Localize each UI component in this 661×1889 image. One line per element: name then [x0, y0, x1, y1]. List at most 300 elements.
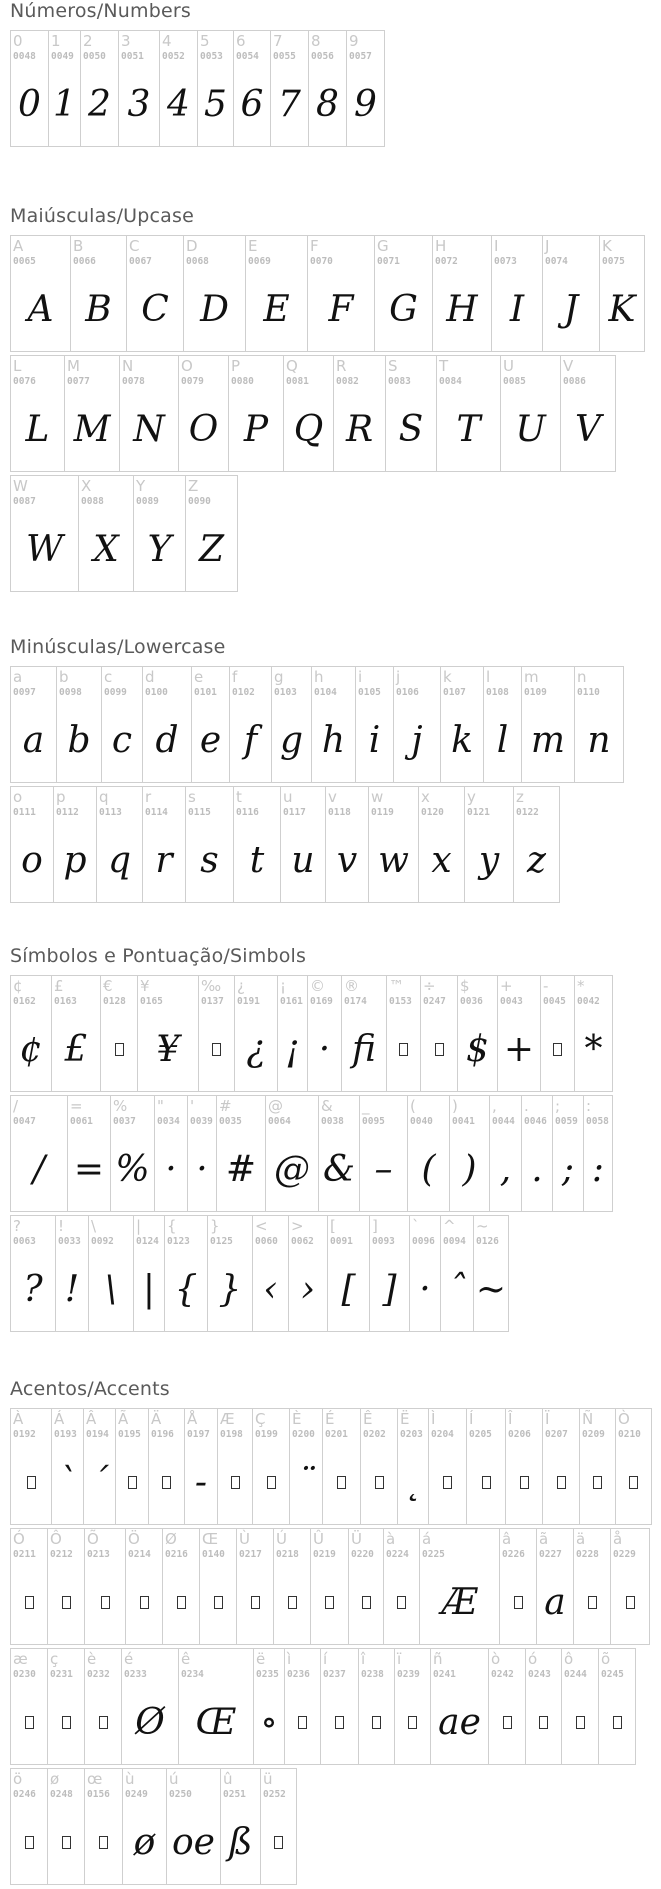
char-code: 0226 — [502, 1549, 525, 1560]
glyph-preview: · — [318, 1029, 331, 1070]
glyph-cell — [11, 1649, 48, 1765]
char-code: 0137 — [201, 996, 224, 1007]
glyph-cell — [501, 356, 561, 472]
char-code: 0231 — [50, 1669, 73, 1680]
char-code: 0218 — [276, 1549, 299, 1560]
glyph-preview: ø — [133, 1822, 156, 1863]
char-code: 0235 — [256, 1669, 279, 1680]
char-code: 0052 — [162, 51, 185, 62]
glyph-preview: £ — [64, 1029, 88, 1070]
glyph-cell — [237, 1529, 274, 1645]
char-code: 0217 — [239, 1549, 262, 1560]
missing-glyph-icon — [362, 1596, 371, 1609]
glyph-cell — [441, 1216, 474, 1332]
glyph-preview: K — [608, 289, 636, 330]
glyph-cell — [48, 1649, 85, 1765]
char-label: û — [223, 1770, 233, 1788]
glyph-preview: I — [509, 289, 525, 330]
char-label: t — [236, 788, 242, 806]
char-label: F — [310, 237, 319, 255]
char-code: 0072 — [435, 256, 458, 267]
missing-glyph-icon — [557, 1476, 566, 1489]
glyph-preview: * — [584, 1029, 603, 1070]
char-label: Á — [54, 1410, 65, 1428]
char-code: 0040 — [410, 1116, 433, 1127]
missing-glyph-icon — [613, 1716, 622, 1729]
glyph-preview — [85, 1689, 121, 1756]
glyph-cell — [369, 787, 419, 903]
glyph-cell — [11, 476, 79, 592]
char-label: õ — [601, 1650, 611, 1668]
glyph-cell — [89, 1216, 134, 1332]
glyph-preview — [361, 1449, 397, 1516]
char-code: 0104 — [314, 687, 337, 698]
glyph-cell — [253, 1216, 289, 1332]
glyph-cell — [562, 1649, 599, 1765]
glyph-cell — [474, 1216, 509, 1332]
char-label: Õ — [87, 1530, 99, 1548]
char-code: 0111 — [13, 807, 36, 818]
char-label: + — [500, 977, 513, 995]
glyph-cell — [126, 1529, 163, 1645]
char-code: 0206 — [508, 1429, 531, 1440]
char-label: ( — [410, 1097, 416, 1115]
glyph-preview: T — [456, 409, 481, 450]
char-label: Œ — [202, 1530, 219, 1548]
glyph-cell — [179, 1649, 254, 1765]
missing-glyph-icon — [99, 1836, 108, 1849]
missing-glyph-icon — [231, 1476, 240, 1489]
glyph-cell — [138, 976, 199, 1092]
char-label: è — [87, 1650, 97, 1668]
glyph-preview: 1 — [53, 84, 76, 125]
char-label: ` — [412, 1217, 420, 1235]
missing-glyph-icon — [27, 1476, 36, 1489]
char-label: q — [99, 788, 109, 806]
char-code: 0080 — [231, 376, 254, 387]
char-label: ¢ — [13, 977, 23, 995]
char-code: 0088 — [81, 496, 104, 507]
glyph-preview — [359, 1689, 394, 1756]
glyph-preview: C — [141, 289, 169, 330]
glyph-preview — [285, 1689, 320, 1756]
glyph-cell — [309, 31, 347, 147]
glyph-cell — [600, 236, 645, 352]
char-code: 0058 — [586, 1116, 609, 1127]
glyph-preview — [574, 1569, 610, 1636]
glyph-cell — [221, 1769, 261, 1885]
missing-glyph-icon — [25, 1836, 34, 1849]
glyph-preview: ¡ — [285, 1029, 300, 1070]
glyph-cell — [311, 1529, 349, 1645]
glyph-preview: Æ — [441, 1582, 478, 1623]
glyph-cell — [48, 1769, 85, 1885]
char-label: : — [586, 1097, 592, 1115]
missing-glyph-icon — [274, 1836, 283, 1849]
char-code: 0077 — [67, 376, 90, 387]
glyph-preview — [395, 1689, 430, 1756]
glyph-cell — [179, 356, 229, 472]
char-label: ¥ — [140, 977, 150, 995]
glyph-cell — [323, 1409, 361, 1525]
char-code: 0110 — [577, 687, 600, 698]
char-label: R — [336, 357, 347, 375]
char-code: 0090 — [188, 496, 211, 507]
char-code: 0238 — [361, 1669, 384, 1680]
glyph-cell — [289, 1216, 328, 1332]
char-label: _ — [362, 1097, 370, 1115]
glyph-cell — [575, 976, 613, 1092]
char-label: ? — [13, 1217, 21, 1235]
glyph-preview: 9 — [354, 84, 377, 125]
glyph-cell — [11, 787, 54, 903]
glyph-cell — [199, 976, 235, 1092]
char-label: , — [492, 1097, 497, 1115]
glyph-cell — [342, 976, 387, 1092]
glyph-preview: R — [345, 409, 374, 450]
char-code: 0098 — [59, 687, 82, 698]
glyph-cell — [65, 356, 120, 472]
section-0 — [10, 0, 655, 151]
glyph-cell — [398, 1409, 429, 1525]
glyph-cell — [160, 31, 198, 147]
char-label: h — [314, 668, 324, 686]
char-label: 0 — [13, 32, 23, 50]
char-code: 0071 — [377, 256, 400, 267]
glyph-preview — [421, 1016, 457, 1083]
glyph-cell — [218, 1409, 253, 1525]
glyph-row — [10, 1408, 652, 1525]
char-label: g — [274, 668, 284, 686]
glyph-preview — [580, 1449, 615, 1516]
char-label: ä — [576, 1530, 586, 1548]
char-label: ï — [397, 1650, 402, 1668]
glyph-preview: x — [431, 840, 452, 881]
char-code: 0070 — [310, 256, 333, 267]
char-label: å — [613, 1530, 623, 1548]
glyph-preview — [85, 1809, 122, 1876]
glyph-cell — [616, 1409, 652, 1525]
char-label: ú — [169, 1770, 179, 1788]
char-label: ã — [539, 1530, 549, 1548]
glyph-cell — [278, 976, 308, 1092]
glyph-preview — [11, 1809, 47, 1876]
char-label: 9 — [349, 32, 359, 50]
char-label: N — [122, 357, 134, 375]
char-code: 0123 — [167, 1236, 190, 1247]
glyph-cell — [56, 1216, 89, 1332]
glyph-row — [10, 666, 624, 783]
glyph-cell — [165, 1216, 208, 1332]
char-label: à — [386, 1530, 396, 1548]
char-label: E — [248, 237, 258, 255]
char-label: k — [443, 668, 452, 686]
glyph-cell — [11, 236, 71, 352]
char-code: 0204 — [431, 1429, 454, 1440]
char-label: H — [435, 237, 447, 255]
char-code: 0083 — [388, 376, 411, 387]
glyph-cell — [543, 236, 600, 352]
char-code: 0118 — [328, 807, 351, 818]
char-code: 0053 — [200, 51, 223, 62]
glyph-cell — [384, 1529, 420, 1645]
char-code: 0125 — [210, 1236, 233, 1247]
char-code: 0169 — [310, 996, 333, 1007]
char-code: 0250 — [169, 1789, 192, 1800]
glyph-preview: G — [389, 289, 418, 330]
char-code: 0037 — [113, 1116, 136, 1127]
char-label: - — [543, 977, 549, 995]
char-code: 0099 — [104, 687, 127, 698]
glyph-cell — [465, 787, 514, 903]
char-code: 0065 — [13, 256, 36, 267]
glyph-cell — [420, 1529, 500, 1645]
glyph-cell — [85, 1529, 126, 1645]
char-code: 0094 — [443, 1236, 466, 1247]
glyph-cell — [359, 1649, 395, 1765]
glyph-cell — [134, 476, 186, 592]
glyph-cell — [254, 1649, 285, 1765]
char-code: 0054 — [236, 51, 259, 62]
char-label: r — [145, 788, 152, 806]
glyph-preview: j — [411, 720, 423, 761]
char-label: Ì — [431, 1410, 436, 1428]
glyph-cell — [541, 976, 575, 1092]
missing-glyph-icon — [25, 1596, 34, 1609]
missing-glyph-icon — [443, 1476, 452, 1489]
glyph-cell — [188, 1096, 217, 1212]
glyph-preview — [321, 1689, 358, 1756]
char-label: Î — [508, 1410, 513, 1428]
glyph-cell — [85, 1649, 122, 1765]
glyph-preview: V — [575, 409, 601, 450]
char-label: 4 — [162, 32, 172, 50]
missing-glyph-icon — [101, 1596, 110, 1609]
glyph-preview: ´ — [90, 1462, 109, 1503]
glyph-preview — [349, 1569, 383, 1636]
glyph-cell — [489, 1649, 526, 1765]
char-code: 0107 — [443, 687, 466, 698]
char-code: 0089 — [136, 496, 159, 507]
char-label: Ã — [118, 1410, 129, 1428]
char-code: 0120 — [421, 807, 444, 818]
glyph-preview: ( — [421, 1149, 436, 1190]
glyph-cell — [11, 1096, 68, 1212]
glyph-preview — [48, 1569, 84, 1636]
char-label: Í — [469, 1410, 474, 1428]
glyph-cell — [334, 356, 386, 472]
glyph-preview: ` — [58, 1462, 77, 1503]
glyph-cell — [272, 667, 312, 783]
glyph-cell — [387, 976, 421, 1092]
glyph-preview — [384, 1569, 419, 1636]
char-label: ¿ — [237, 977, 245, 995]
glyph-cell — [120, 356, 179, 472]
glyph-row — [10, 235, 645, 352]
char-code: 0211 — [13, 1549, 36, 1560]
glyph-preview: } — [218, 1269, 242, 1310]
char-label: É — [325, 1410, 335, 1428]
glyph-preview — [611, 1569, 649, 1636]
char-code: 0073 — [494, 256, 517, 267]
glyph-cell — [230, 667, 272, 783]
glyph-preview: 5 — [204, 84, 227, 125]
glyph-cell — [492, 236, 543, 352]
char-label: P — [231, 357, 241, 375]
char-code: 0207 — [545, 1429, 568, 1440]
glyph-cell — [537, 1529, 574, 1645]
char-code: 0195 — [118, 1429, 141, 1440]
glyph-cell — [561, 356, 616, 472]
glyph-cell — [506, 1409, 543, 1525]
char-label: Y — [136, 477, 146, 495]
char-code: 0119 — [371, 807, 394, 818]
missing-glyph-icon — [62, 1836, 71, 1849]
missing-glyph-icon — [140, 1596, 149, 1609]
char-label: € — [103, 977, 113, 995]
char-label: s — [188, 788, 196, 806]
section-title: Maiúsculas/Upcase — [10, 205, 195, 227]
glyph-cell — [375, 236, 433, 352]
missing-glyph-icon — [399, 1043, 408, 1056]
missing-glyph-icon — [482, 1476, 491, 1489]
glyph-preview: · — [165, 1149, 177, 1190]
char-label: ô — [564, 1650, 574, 1668]
glyph-cell — [543, 1409, 580, 1525]
char-label: ç — [50, 1650, 59, 1668]
glyph-cell — [395, 1649, 431, 1765]
glyph-row — [10, 1648, 636, 1765]
glyph-cell — [111, 1096, 155, 1212]
char-code: 0203 — [400, 1429, 423, 1440]
glyph-preview: Q — [293, 409, 324, 450]
glyph-preview: n — [587, 720, 611, 761]
glyph-cell — [163, 1529, 200, 1645]
glyph-preview: + — [503, 1029, 535, 1070]
char-label: ó — [528, 1650, 538, 1668]
missing-glyph-icon — [626, 1596, 635, 1609]
char-label: O — [181, 357, 193, 375]
char-code: 0046 — [524, 1116, 547, 1127]
char-code: 0243 — [528, 1669, 551, 1680]
char-label: ; — [555, 1097, 561, 1115]
glyph-row — [10, 1095, 613, 1212]
glyph-cell — [498, 976, 541, 1092]
missing-glyph-icon — [593, 1476, 602, 1489]
char-label: î — [361, 1650, 366, 1668]
char-code: 0210 — [618, 1429, 641, 1440]
glyph-cell — [419, 787, 465, 903]
char-label: p — [56, 788, 66, 806]
char-label: È — [292, 1410, 302, 1428]
glyph-row — [10, 475, 238, 592]
char-label: V — [563, 357, 574, 375]
glyph-preview — [599, 1689, 635, 1756]
glyph-cell — [143, 787, 186, 903]
glyph-preview: u — [291, 840, 315, 881]
glyph-preview: l — [496, 720, 509, 761]
char-code: 0051 — [121, 51, 144, 62]
glyph-cell — [84, 1409, 116, 1525]
glyph-row — [10, 355, 616, 472]
glyph-preview — [101, 1016, 137, 1083]
char-code: 0165 — [140, 996, 163, 1007]
glyph-cell — [450, 1096, 490, 1212]
glyph-preview: D — [200, 289, 229, 330]
glyph-preview: L — [25, 409, 50, 450]
glyph-preview: ! — [64, 1269, 80, 1310]
char-code: 0042 — [577, 996, 600, 1007]
missing-glyph-icon — [267, 1476, 276, 1489]
glyph-preview: O — [188, 409, 219, 450]
char-code: 0197 — [187, 1429, 210, 1440]
glyph-preview: ¥ — [156, 1029, 180, 1070]
char-code: 0066 — [73, 256, 96, 267]
glyph-cell — [11, 31, 49, 147]
glyph-cell — [149, 1409, 185, 1525]
char-label: i — [358, 668, 363, 686]
missing-glyph-icon — [335, 1716, 344, 1729]
char-code: 0108 — [486, 687, 509, 698]
char-label: Ø — [165, 1530, 177, 1548]
glyph-preview: s — [200, 840, 219, 881]
glyph-preview: [ — [341, 1269, 356, 1310]
char-label: W — [13, 477, 28, 495]
glyph-preview: fi — [351, 1029, 376, 1070]
glyph-cell — [500, 1529, 537, 1645]
char-code: 0114 — [145, 807, 168, 818]
missing-glyph-icon — [337, 1476, 346, 1489]
char-label: Ù — [239, 1530, 250, 1548]
glyph-cell — [408, 1096, 450, 1212]
char-label: K — [602, 237, 612, 255]
char-code: 0082 — [336, 376, 359, 387]
char-code: 0156 — [87, 1789, 110, 1800]
char-code: 0100 — [145, 687, 168, 698]
char-code: 0049 — [51, 51, 74, 62]
char-label: * — [577, 977, 585, 995]
char-label: 5 — [200, 32, 210, 50]
char-code: 0112 — [56, 807, 79, 818]
char-label: Å — [187, 1410, 198, 1428]
section-3 — [10, 945, 655, 1336]
char-label: Z — [188, 477, 199, 495]
glyph-preview: , — [499, 1149, 512, 1190]
char-label: B — [73, 237, 84, 255]
missing-glyph-icon — [25, 1716, 34, 1729]
glyph-cell — [611, 1529, 650, 1645]
char-code: 0124 — [136, 1236, 159, 1247]
glyph-preview — [116, 1449, 148, 1516]
char-label: l — [486, 668, 491, 686]
char-code: 0237 — [323, 1669, 346, 1680]
missing-glyph-icon — [251, 1596, 260, 1609]
char-label: Ó — [13, 1530, 25, 1548]
glyph-cell — [119, 31, 160, 147]
glyph-cell — [253, 1409, 290, 1525]
glyph-cell — [200, 1529, 237, 1645]
glyph-cell — [229, 356, 284, 472]
char-code: 0224 — [386, 1549, 409, 1560]
glyph-preview: h — [321, 720, 346, 761]
glyph-preview — [126, 1569, 162, 1636]
glyph-preview: w — [378, 840, 409, 881]
glyph-preview: / — [32, 1149, 46, 1190]
glyph-preview: M — [73, 409, 111, 450]
glyph-cell — [49, 31, 81, 147]
char-label: ^ — [443, 1217, 456, 1235]
glyph-preview: ¢ — [19, 1029, 43, 1070]
